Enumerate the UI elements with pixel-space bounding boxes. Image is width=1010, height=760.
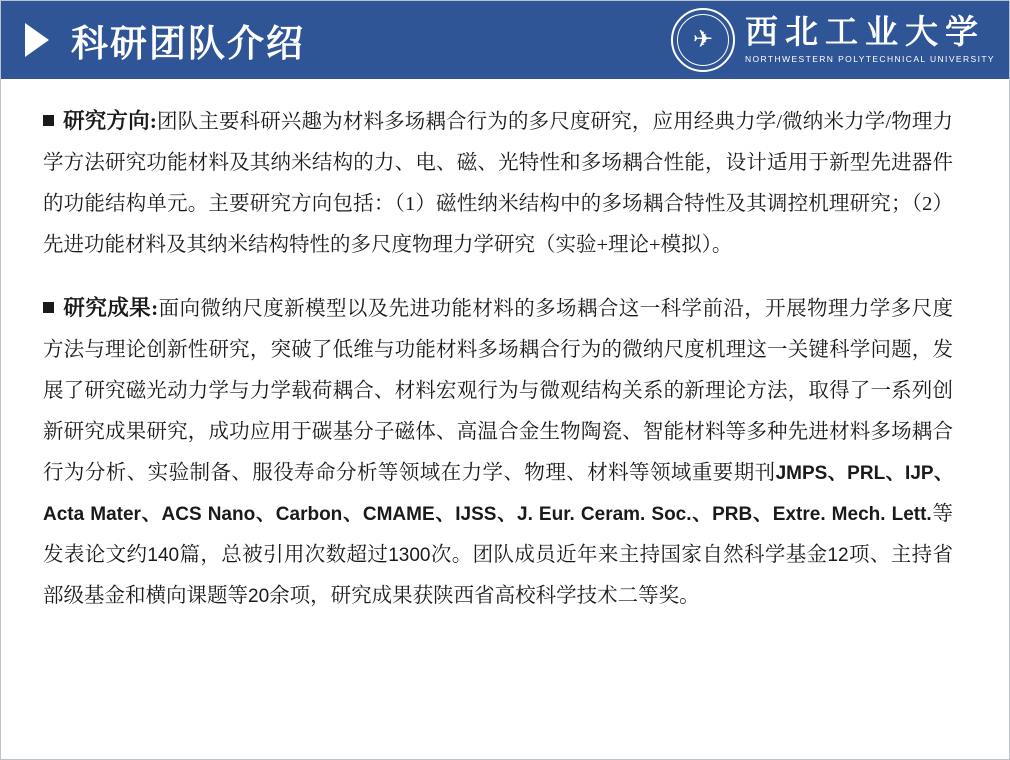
achievements-text-part-2a: 等发表论文约 xyxy=(43,503,954,566)
slide-header xyxy=(1,1,1009,79)
seal-bird-glyph: ✈ xyxy=(692,27,714,53)
achievements-text-part-2d: 项、主持省部级基金和横向课题等 xyxy=(43,544,953,607)
section-paragraph xyxy=(43,101,953,266)
university-logo xyxy=(671,7,995,73)
slide-body xyxy=(43,101,953,639)
nsfc-project-count: 12 xyxy=(827,545,849,566)
journal-list: JMPS、PRL、IJP、Acta Mater、ACS Nano、Carbon、CMAME、IJSS、J. Eur. Ceram. Soc.、PRB、Extre. Mech. Lett. xyxy=(43,463,953,525)
section-research-achievements xyxy=(43,288,953,617)
paper-count: 140 xyxy=(147,545,180,566)
section-lead-label: 研究方向: xyxy=(63,109,157,133)
section-lead-label: 研究成果: xyxy=(63,296,159,320)
section-body-text: 团队主要科研兴趣为材料多场耦合行为的多尺度研究，应用经典力学/微纳米力学/物理力学方法研究功能材料及其纳米结构的力、电、磁、光特性和多场耦合性能，设计适用于新型先进器件的功能结构单元。主要研究方向包括：（1）磁性纳米结构中的多场耦合特性及其调控机理研究；（2）先进功能材料及其纳米结构特性的多尺度物理力学研究（实验+理论+模拟）。 xyxy=(43,111,954,256)
section-research-direction xyxy=(43,101,953,266)
university-logo-text xyxy=(745,16,995,64)
square-bullet-icon xyxy=(43,302,54,313)
achievements-text-part-1: 面向微纳尺度新模型以及先进功能材料的多场耦合这一科学前沿，开展物理力学多尺度方法与理论创新性研究，突破了低维与功能材料多场耦合行为的微纳尺度机理这一关键科学问题，发展了研究磁光动力学与力学载荷耦合、材料宏观行为与微观结构关系的新理论方法，取得了一系列创新研究成果研究，成功应用于碳基分子磁体、高温合金生物陶瓷、智能材料等多种先进材料多场耦合行为分析、实验制备、服役寿命分析等领域在力学、物理、材料等领域重要期刊 xyxy=(43,298,953,484)
triangle-right-icon xyxy=(25,23,49,57)
achievements-text-part-2e: 余项，研究成果获陕西省高校科学技术二等奖。 xyxy=(269,585,700,607)
university-name-cn: 西北工业大学 xyxy=(744,15,985,52)
achievements-text-part-2c: 次。团队成员近年来主持国家自然科学基金 xyxy=(430,544,828,566)
square-bullet-icon xyxy=(43,115,54,126)
achievements-text-part-2b: 篇，总被引用次数超过 xyxy=(179,544,389,566)
university-name-en: NORTHWESTERN POLYTECHNICAL UNIVERSITY xyxy=(744,53,995,64)
section-paragraph xyxy=(43,288,953,617)
citation-count: 1300 xyxy=(388,545,431,566)
other-project-count: 20 xyxy=(248,586,270,607)
university-seal-icon xyxy=(671,8,735,72)
page-title: 科研团队介绍 xyxy=(71,23,305,64)
